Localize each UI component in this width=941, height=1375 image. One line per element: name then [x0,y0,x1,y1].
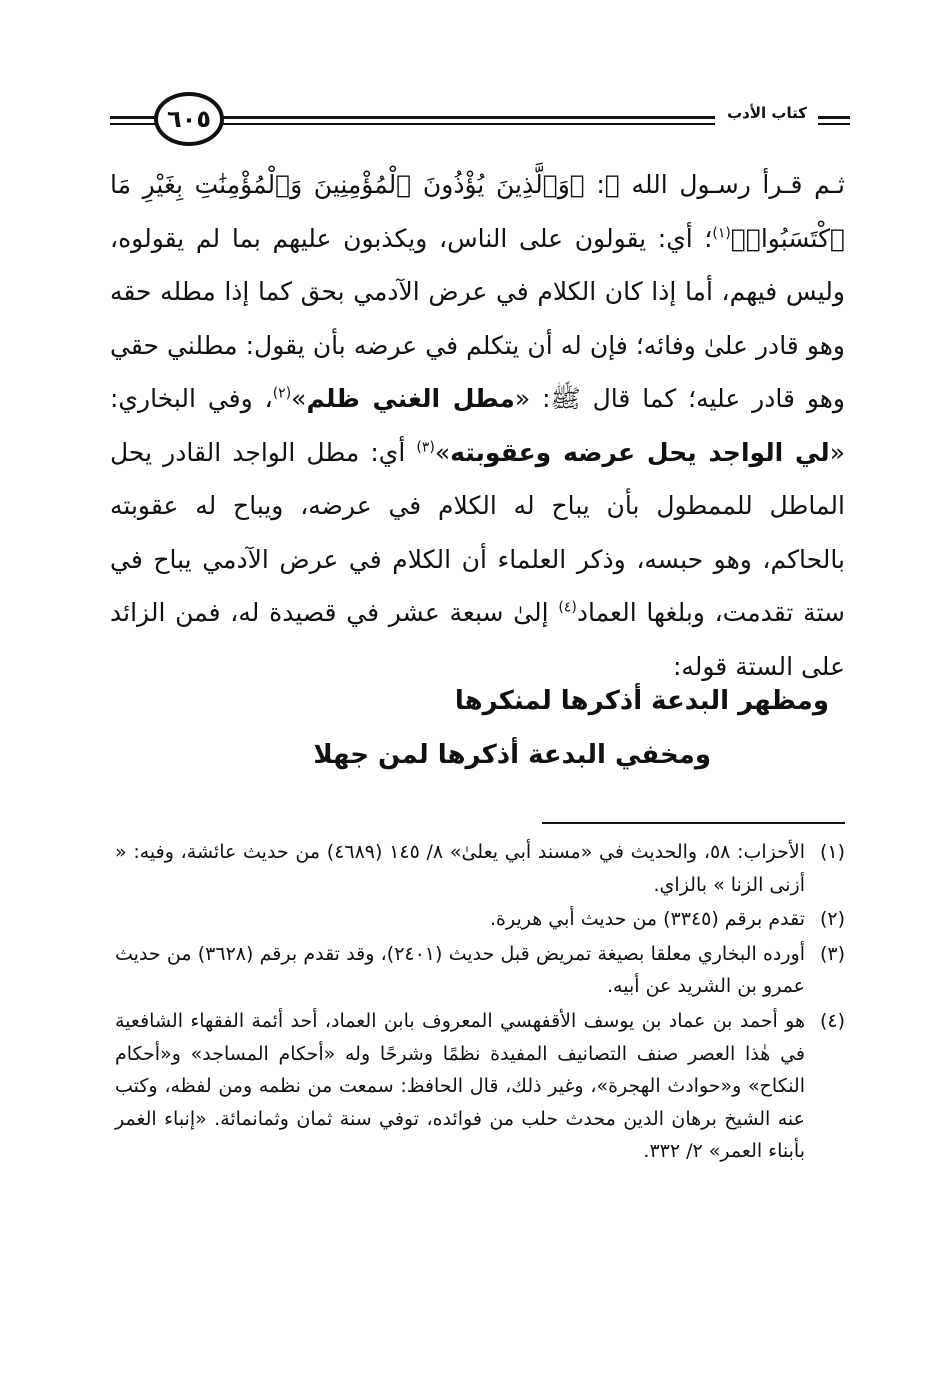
page-number-badge [154,92,224,146]
footnote-item [115,903,845,936]
footnote-text: تقدم برقم (٣٣٤٥) من حديث أبي هريرة. [489,908,805,931]
text-span: ، وفي البخاري: « [110,384,845,467]
header-rule [110,123,155,125]
text-span: » [291,384,307,413]
footnote-item [115,836,845,901]
page-header [110,92,850,152]
text-span: ثـم قـرأ رسـول الله ﷺ: ﴿وَٱلَّذِينَ يُؤْذُونَ ٱلْمُؤْمِنِينَ وَٱلْمُؤْمِنَٰتِ بِغَيْرِ مَا ٱكْتَسَبُوا۟﴾ [110,170,845,253]
header-rule [818,123,850,125]
chapter-title: كتاب الأدب [727,104,807,122]
footnote-ref: (١) [712,225,731,242]
footnote-number: (١) [819,841,845,863]
footnote-ref: (٣) [416,439,435,456]
header-rule [110,116,155,119]
text-span: إلىٰ سبعة عشر في قصيدة له، فمن الزائد على الستة قوله: [110,598,845,681]
footnote-number: (٣) [819,942,845,965]
text-span: ؛ أي: يقولون على الناس، ويكذبون عليهم بما لم يقولوه، وليس فيهم، أما إذا كان الكلام في عرض الآدمي بحق كما إذا مطله حقه وهو قادر علىٰ وفائه؛ فإن له أن يتكلم في عرضه بأن يقول: مطلني حقي وهو قادر عليه؛ كما قال ﷺ: « [110,223,846,413]
footnote-text: أورده البخاري معلقا بصيغة تمريض قبل حديث (٢٤٠١)، وقد تقدم برقم (٣٦٢٨) من حديث عمرو بن الشريد عن أبيه. [115,942,805,998]
text-span: أي: مطل الواجد القادر يحل الماطل للممطول بأن يباح له الكلام في عرضه، ويباح له عقوبته بالحاكم، وهو حبسه، وذكر العلماء أن الكلام في عرض الآدمي يباح في ستة تقدمت، وبلغها العماد [110,437,845,627]
footnote-number: (٤) [819,1009,845,1032]
header-rule [222,123,715,125]
paragraph [110,158,845,693]
footnote-separator [542,822,845,824]
footnote-number: (٢) [819,908,845,931]
footnote-ref: (٤) [558,599,577,616]
header-rule [222,116,715,119]
footnote-text: هو أحمد بن عماد بن يوسف الأقفهسي المعروف بابن العماد، أحد أئمة الفقهاء الشافعية في هٰذا العصر صنف التصانيف المفيدة نظمًا وشرحًا وله «أحكام المساجد» و«أحكام النكاح» و«حوادث الهجرة»، وغير ذلك، قال الحافظ: سمعت من نظمه ومن لفظه، وكتب عنه الشيخ برهان الدين محدث حلب من فوائده، توفي سنة ثمان وثمانمائة. «إنباء الغمر بأبناء العمر» ٢/ ٣٣٢. [115,1009,805,1163]
poem-verse-first-hemistich: ومظهر البدعة أذكرها لمنكرها [454,686,829,716]
footnotes [115,836,845,1170]
hadith-quote: مطل الغني ظلم [306,384,515,413]
main-text [110,158,845,693]
page-number: ٦٠٥ [167,105,211,133]
poem-verse-second-hemistich: ومخفي البدعة أذكرها لمن جهلا [313,740,711,770]
header-rule [818,116,850,119]
footnote-text: الأحزاب: ٥٨، والحديث في «مسند أبي يعلىٰ» ٨/ ١٤٥ (٤٦٨٩) من حديث عائشة، وفيه: « أزنى الزنا » بالزاي. [115,841,806,896]
footnote-ref: (٢) [272,385,292,402]
text-span: » [434,437,451,467]
footnote-item [115,938,845,1003]
hadith-quote: لي الواجد يحل عرضه وعقوبته [450,437,830,467]
footnote-item [115,1005,845,1168]
